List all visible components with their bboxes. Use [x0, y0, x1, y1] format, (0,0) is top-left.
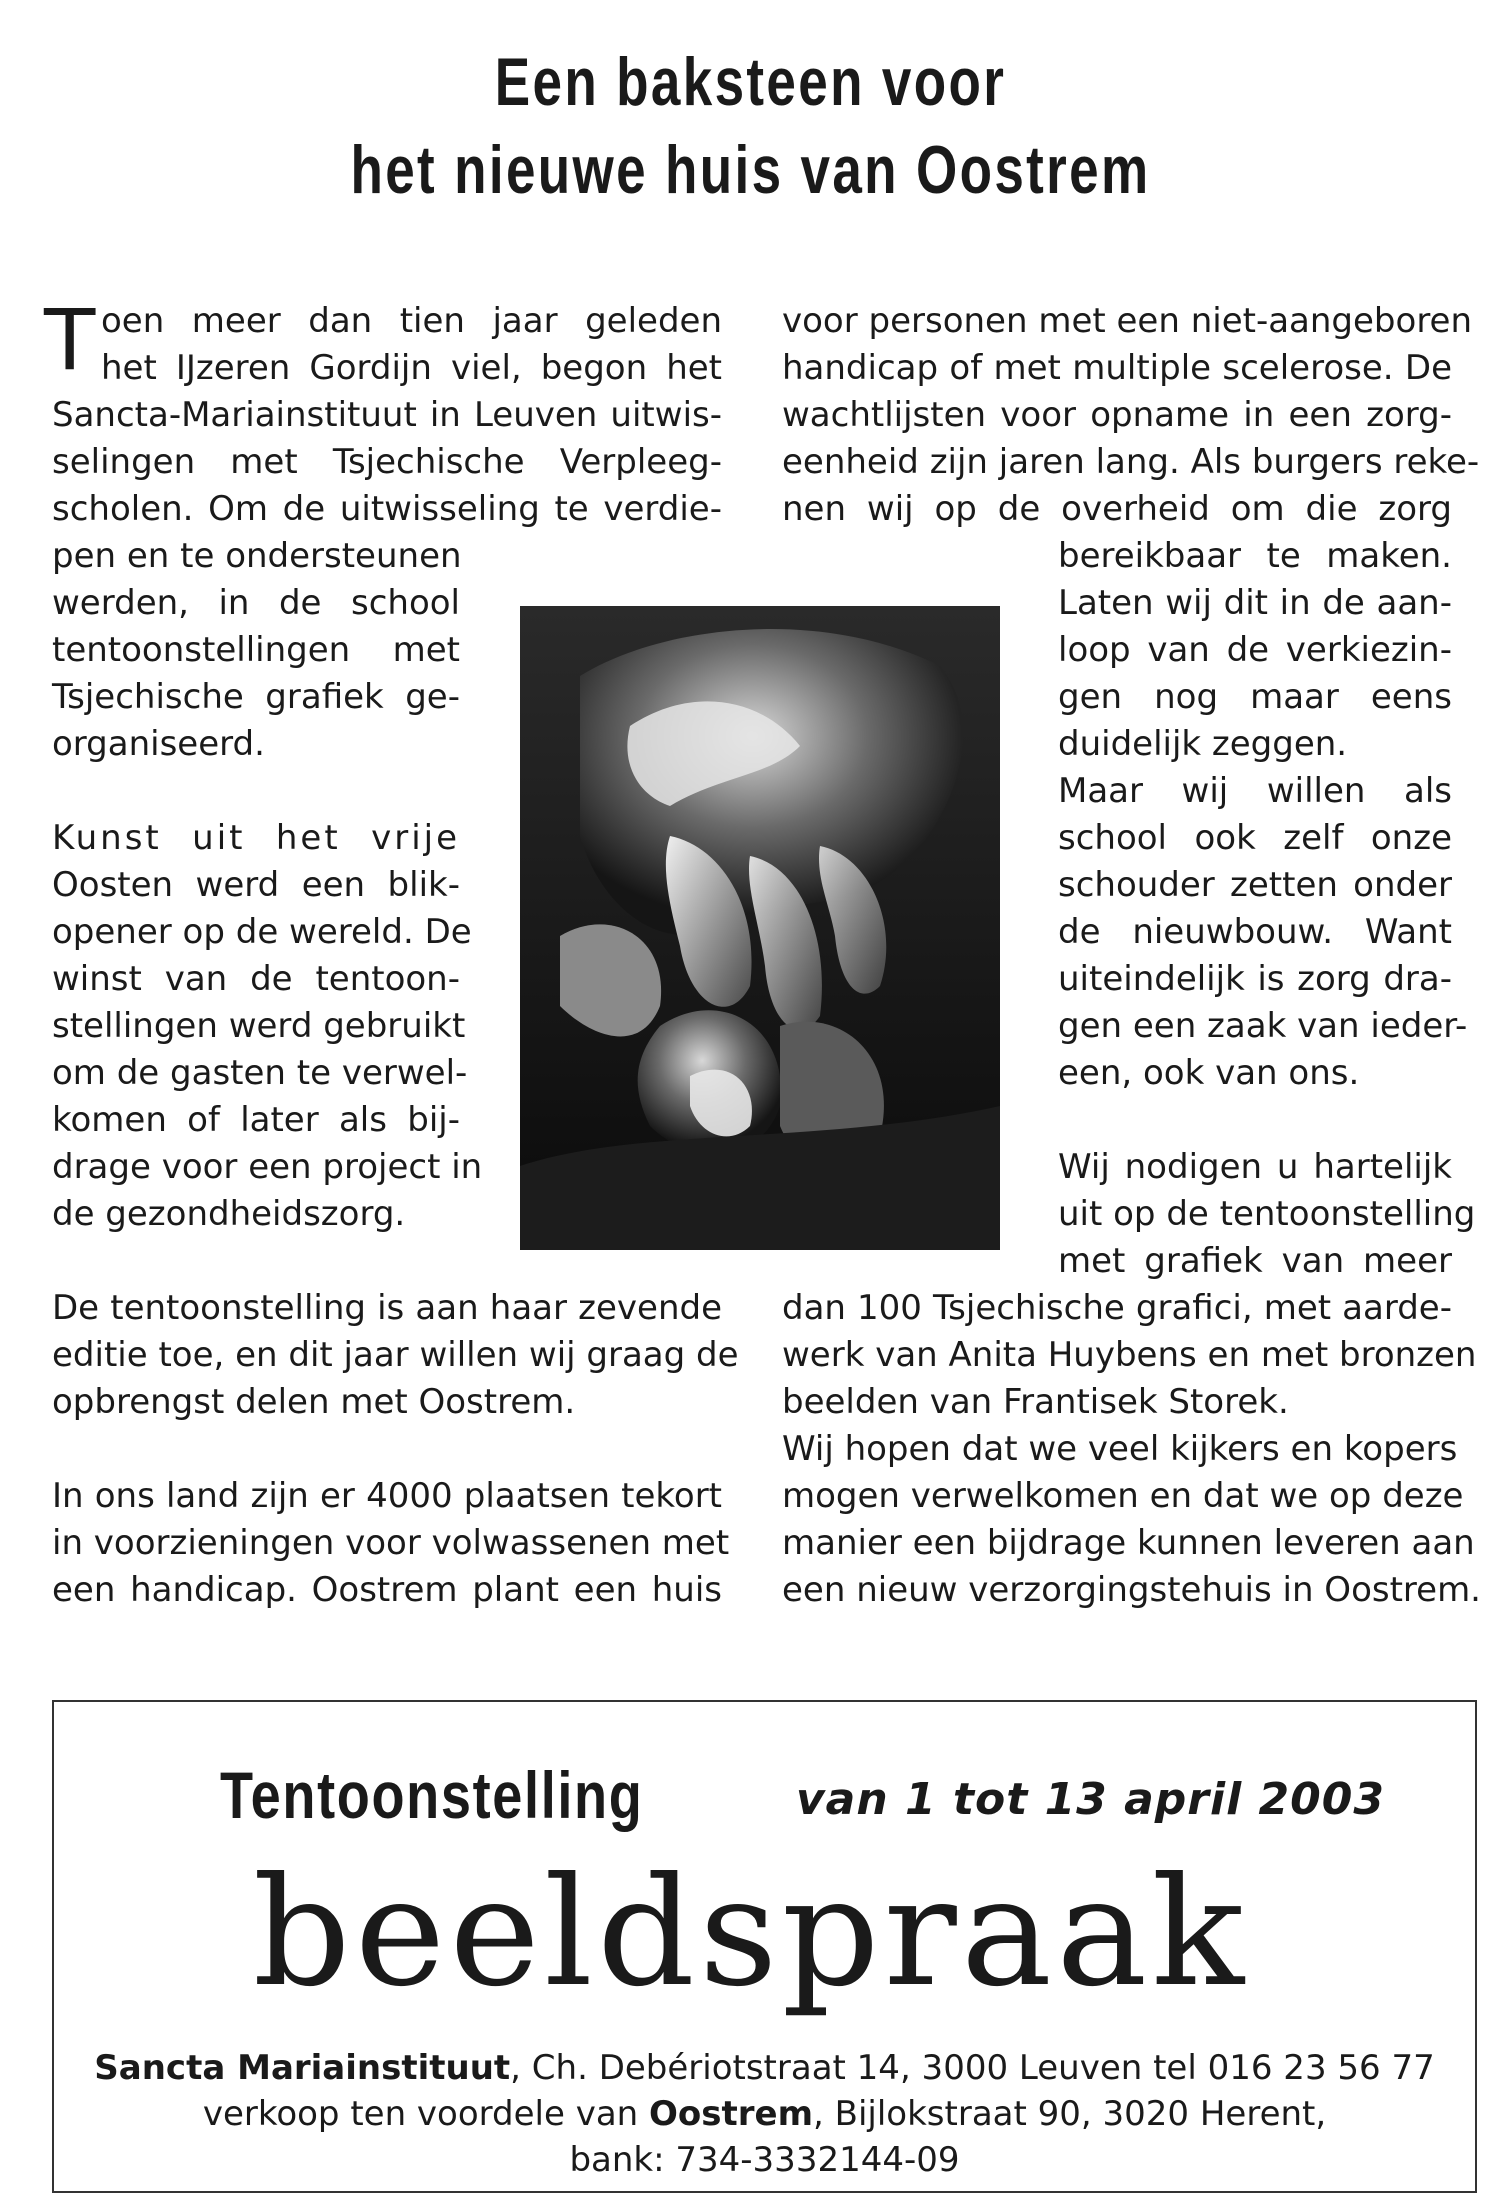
paragraph-line: In ons land zijn er 4000 plaatsen tekort [52, 1476, 722, 1516]
paragraph-line: drage voor een project in [52, 1147, 483, 1187]
paragraph-line: een, ook van ons. [1058, 1053, 1360, 1093]
paragraph-line: editie toe, en dit jaar willen wij graag de [52, 1335, 739, 1375]
paragraph-line: Maar wij willen als [1058, 771, 1452, 811]
paragraph-line: werden, in de school [52, 583, 460, 623]
paragraph-line: scholen. Om de uitwisseling te verdie- [52, 489, 722, 529]
address-line-1 [52, 2045, 1477, 2091]
paragraph-line: Wij nodigen u hartelijk [1058, 1147, 1452, 1187]
address-1-text: , Ch. Debériotstraat 14, 3000 Leuven tel 016 23 56 77 [510, 2048, 1435, 2088]
paragraph-line: selingen met Tsjechische Verpleeg- [52, 442, 722, 482]
paragraph-line: school ook zelf onze [1058, 818, 1452, 858]
hands-photo-image [520, 606, 1000, 1250]
org-name-oostrem: Oostrem [649, 2094, 814, 2134]
hands-photo [520, 606, 1000, 1250]
title-line-1: Een baksteen voor [494, 44, 1007, 120]
paragraph-line: Tsjechische grafiek ge- [52, 677, 460, 717]
drop-cap: T [44, 291, 96, 389]
paragraph-line: winst van de tentoon- [52, 959, 460, 999]
paragraph-line: Laten wij dit in de aan- [1058, 583, 1452, 623]
paragraph-line: organiseerd. [52, 724, 265, 764]
paragraph-line: om de gasten te verwel- [52, 1053, 468, 1093]
paragraph-line: in voorzieningen voor volwassenen met [52, 1523, 730, 1563]
paragraph-line: komen of later als bij- [52, 1100, 460, 1140]
paragraph-line: De tentoonstelling is aan haar zevende [52, 1288, 722, 1328]
paragraph-line: handicap of met multiple scelerose. De [782, 348, 1452, 388]
paragraph-line: duidelijk zeggen. [1058, 724, 1348, 764]
ad-heading: Tentoonstelling [220, 1758, 644, 1832]
paragraph-line: beelden van Frantisek Storek. [782, 1382, 1289, 1422]
beeldspraak-logo: beeldspraak [252, 1846, 1249, 2020]
paragraph-line: tentoonstellingen met [52, 630, 460, 670]
paragraph-line: een nieuw verzorgingstehuis in Oostrem. [782, 1570, 1481, 1610]
paragraph-line: gen nog maar eens [1058, 677, 1452, 717]
paragraph-line: mogen verwelkomen en dat we op deze [782, 1476, 1464, 1516]
paragraph-line: Sancta-Mariainstituut in Leuven uitwis- [52, 395, 722, 435]
paragraph-line: Kunst uit het vrije [52, 818, 460, 858]
paragraph-line: eenheid zijn jaren lang. Als burgers reke- [782, 442, 1480, 482]
paragraph-line: Oosten werd een blik- [52, 865, 460, 905]
paragraph-line: manier een bijdrage kunnen leveren aan [782, 1523, 1475, 1563]
paragraph-line: de nieuwbouw. Want [1058, 912, 1452, 952]
paragraph-line: oen meer dan tien jaar geleden [101, 301, 722, 341]
paragraph-line: een handicap. Oostrem plant een huis [52, 1570, 722, 1610]
paragraph-line: opener op de wereld. De [52, 912, 472, 952]
paragraph-line: opbrengst delen met Oostrem. [52, 1382, 576, 1422]
ad-dates: van 1 tot 13 april 2003 [796, 1774, 1385, 1825]
paragraph-line: wachtlijsten voor opname in een zorg- [782, 395, 1452, 435]
paragraph-line: de gezondheidszorg. [52, 1194, 406, 1234]
paragraph-line: het IJzeren Gordijn viel, begon het [101, 348, 722, 388]
address-2-text: , Bijlokstraat 90, 3020 Herent, [813, 2094, 1327, 2134]
paragraph-line: gen een zaak van ieder- [1058, 1006, 1468, 1046]
bank-line: bank: 734-3332144-09 [569, 2140, 960, 2180]
article-title [165, 38, 1336, 214]
paragraph-line: nen wij op de overheid om die zorg [782, 489, 1452, 529]
title-line-2: het nieuwe huis van Oostrem [350, 132, 1151, 208]
paragraph-line: werk van Anita Huybens en met bronzen [782, 1335, 1477, 1375]
paragraph-line: bereikbaar te maken. [1058, 536, 1452, 576]
paragraph-line: met grafiek van meer [1058, 1241, 1452, 1281]
paragraph-line: loop van de verkiezin- [1058, 630, 1452, 670]
paragraph-line: schouder zetten onder [1058, 865, 1452, 905]
paragraph-line: Wij hopen dat we veel kijkers en kopers [782, 1429, 1458, 1469]
paragraph-line: dan 100 Tsjechische grafici, met aarde- [782, 1288, 1452, 1328]
org-name-sancta: Sancta Mariainstituut [94, 2048, 511, 2088]
paragraph-line: pen en te ondersteunen [52, 536, 462, 576]
address-line-2 [52, 2091, 1477, 2137]
paragraph-line: stellingen werd gebruikt [52, 1006, 466, 1046]
address-2-prefix: verkoop ten voordele van [202, 2094, 650, 2134]
paragraph-line: voor personen met een niet-aangeboren [782, 301, 1473, 341]
paragraph-line: uit op de tentoonstelling [1058, 1194, 1476, 1234]
paragraph-line: uiteindelijk is zorg dra- [1058, 959, 1452, 999]
